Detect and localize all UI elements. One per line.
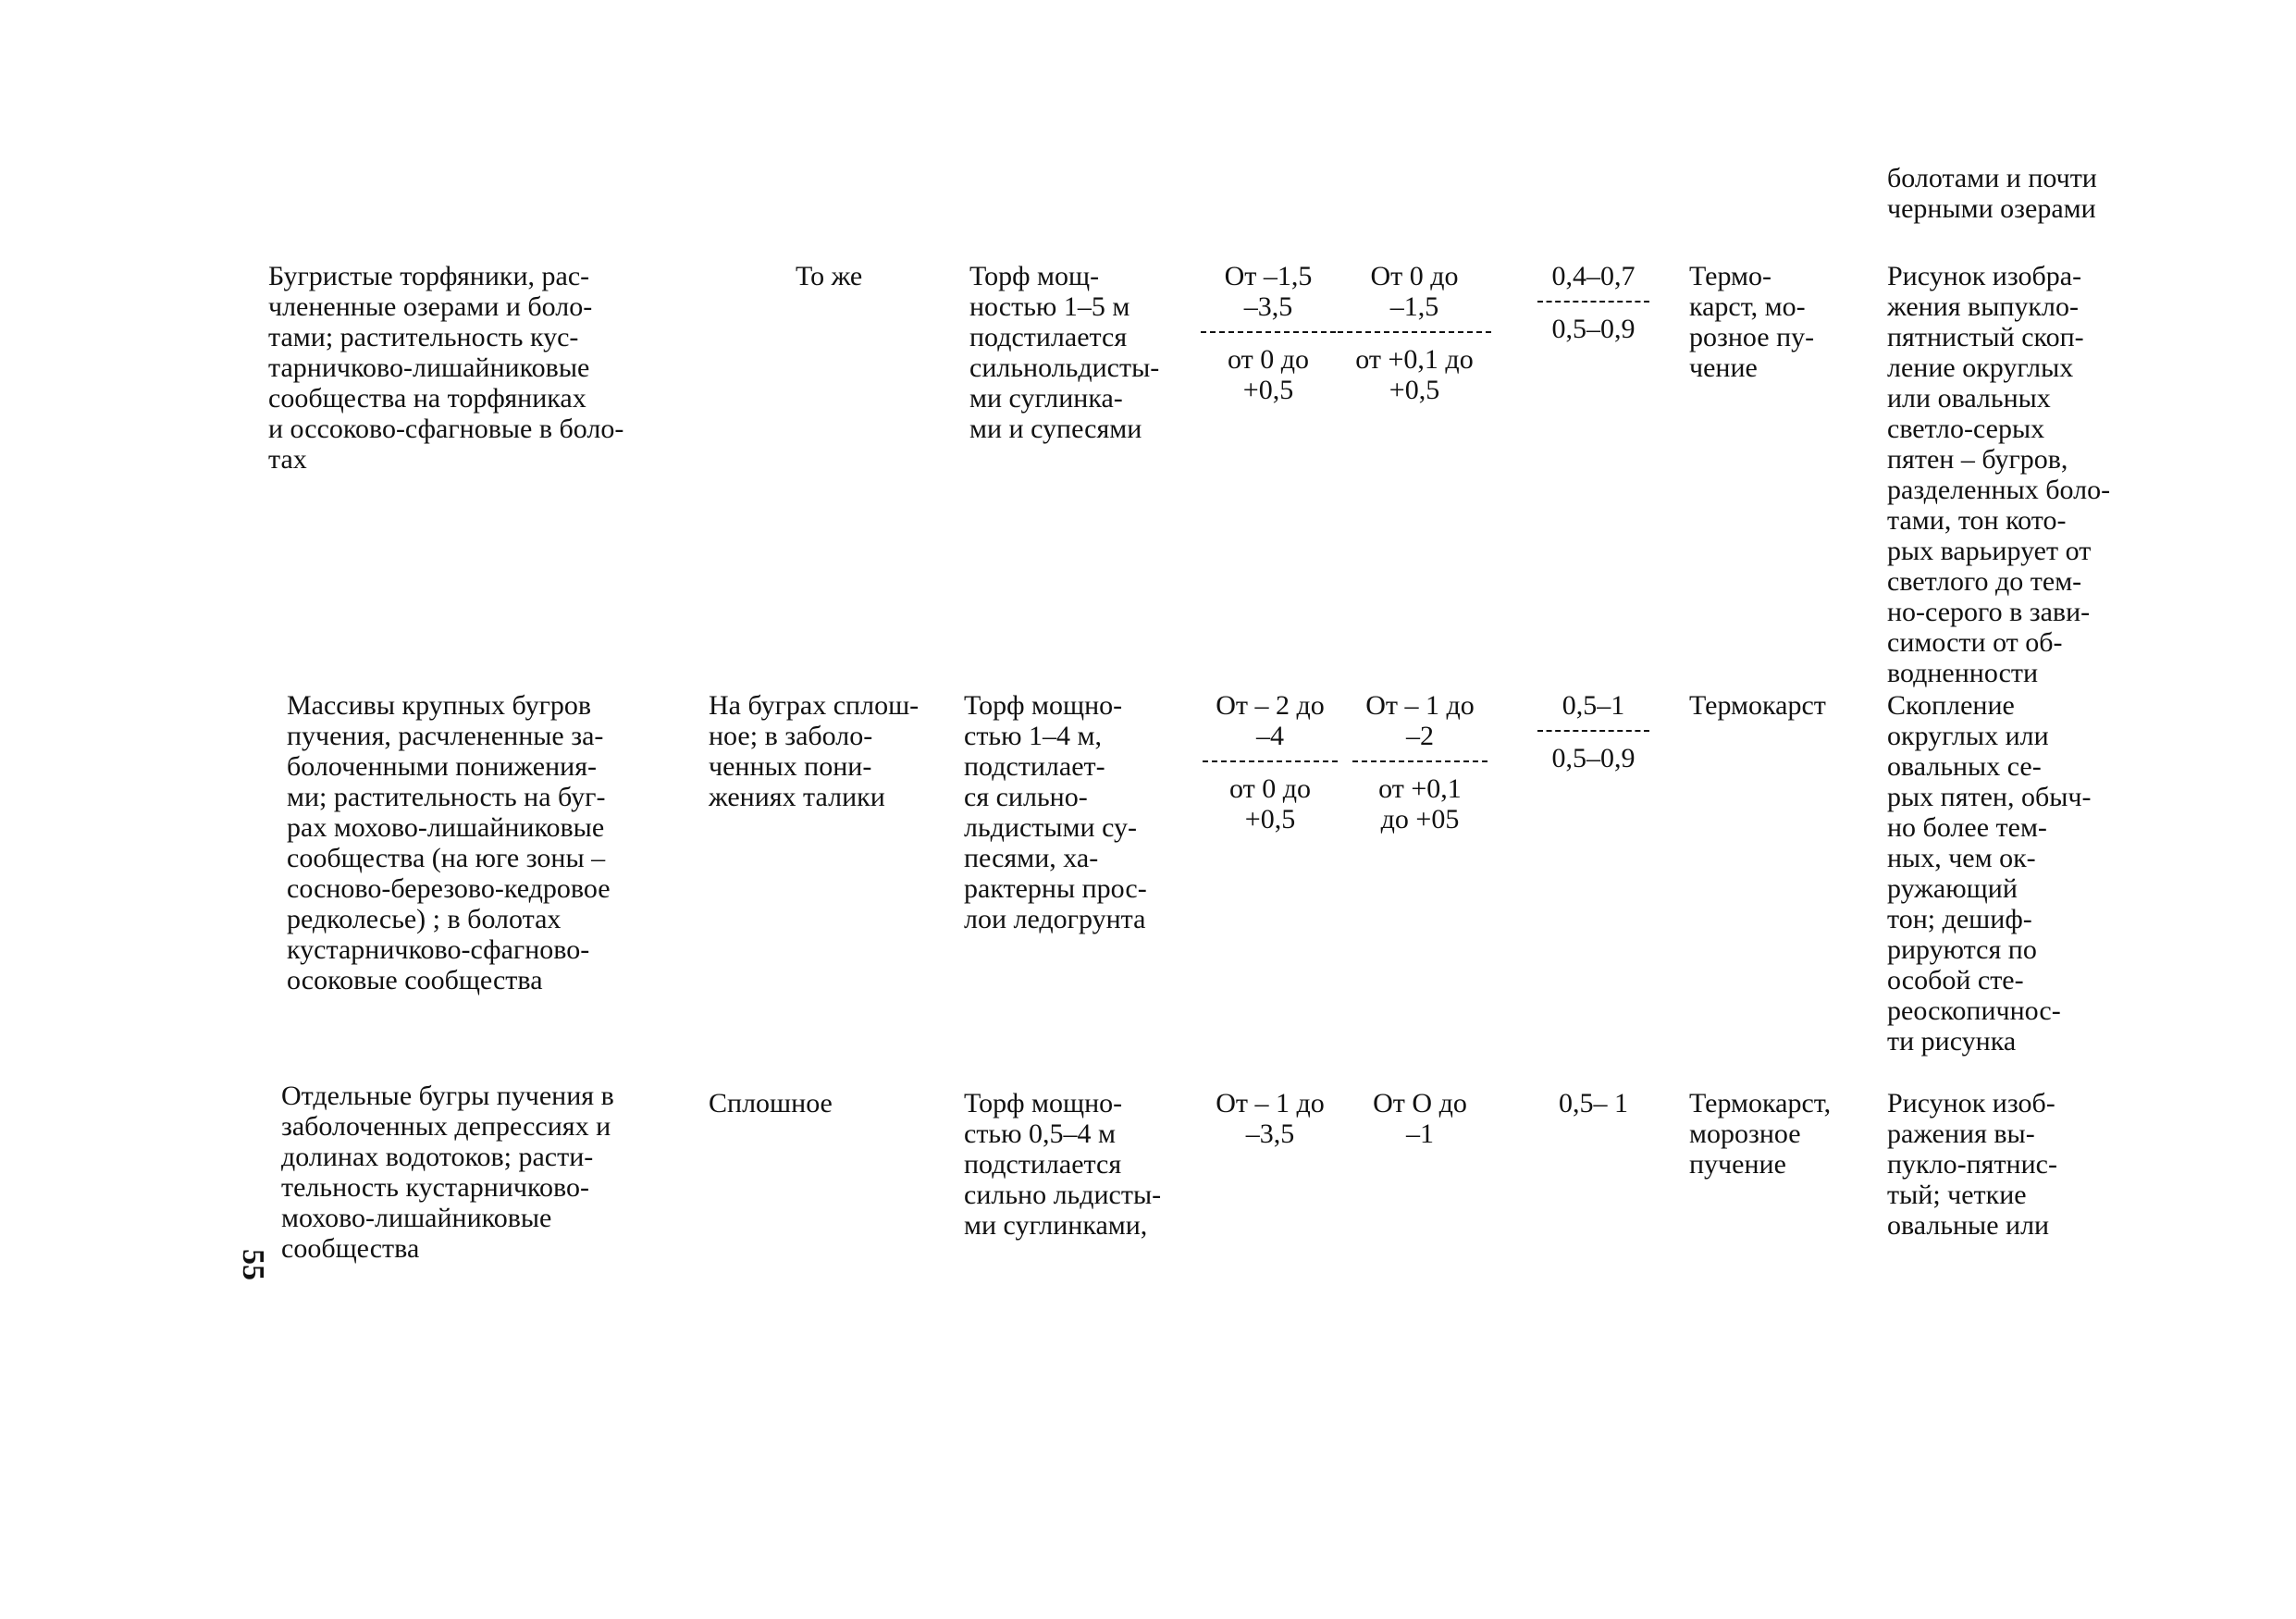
row3-temp-range: От О до –1 xyxy=(1373,1088,1467,1149)
fraction-bar xyxy=(1537,301,1649,303)
row2-temp-range-fraction xyxy=(1351,690,1489,834)
row2-depth-bottom: 0,5–0,9 xyxy=(1551,743,1636,773)
row2-pattern: Скопление округлых или овальных се- рых пятен, обыч- но более тем- ных, чем ок- ружающий тон; дешиф- рируются по особой сте- реоскопичнос- ти рисунка xyxy=(1887,690,2092,1057)
row3-pattern: Рисунок изоб- ражения вы- пукло-пятнис- тый; четкие овальные или xyxy=(1887,1088,2057,1241)
row1-temp-mean-top: От –1,5 –3,5 xyxy=(1224,261,1313,322)
fraction-bar xyxy=(1537,730,1649,732)
row1-process: Термо- карст, мо- розное пу- чение xyxy=(1689,261,1815,383)
fraction-bar xyxy=(1352,760,1487,762)
row2-process: Термокарст xyxy=(1689,690,1826,721)
row2-temp-mean-fraction xyxy=(1201,690,1339,834)
row1-depth-fraction xyxy=(1536,261,1651,344)
row1-depth-top: 0,4–0,7 xyxy=(1551,261,1636,291)
page-number: 55 xyxy=(236,1249,270,1280)
fraction-bar xyxy=(1201,331,1336,333)
row1-pattern: Рисунок изобра- жения выпукло- пятнистый скоп- ление округлых или овальных светло-серых пятен – бугров, разделенных боло- тами, тон кото- рых варьирует от светлого до тем- но-серого в зави- симости от об- водненности xyxy=(1887,261,2111,688)
row1-permafrost: То же xyxy=(796,261,863,291)
row2-depth-fraction xyxy=(1536,690,1651,773)
fraction-bar xyxy=(1203,760,1338,762)
row3-soil: Торф мощно- стью 0,5–4 м подстилается сильно льдисты- ми суглинками, xyxy=(964,1088,1162,1241)
row3-temp-mean: От – 1 до –3,5 xyxy=(1216,1088,1325,1149)
row1-soil: Торф мощ- ностью 1–5 м подстилается сильнольдисты- ми суглинка- ми и супесями xyxy=(969,261,1160,444)
row2-temp-mean-bottom: от 0 до +0,5 xyxy=(1229,773,1311,834)
row1-depth-bottom: 0,5–0,9 xyxy=(1551,314,1636,344)
fraction-bar xyxy=(1338,331,1491,333)
row1-temp-range-fraction xyxy=(1336,261,1493,405)
row3-permafrost: Сплошное xyxy=(709,1088,833,1118)
row2-temp-mean-top: От – 2 до –4 xyxy=(1216,690,1325,751)
row1-temp-range-bottom: от +0,1 до +0,5 xyxy=(1355,344,1474,405)
row3-depth: 0,5– 1 xyxy=(1559,1088,1628,1118)
row1-landscape: Бугристые торфяники, рас- члененные озерами и боло- тами; растительность кус- тарничково-лишайниковые сообщества на торфяниках и оссоково-сфагновые в боло- тах xyxy=(268,261,624,475)
row1-temp-mean-bottom: от 0 до +0,5 xyxy=(1228,344,1309,405)
row1-temp-mean-fraction xyxy=(1199,261,1338,405)
row2-permafrost: На буграх сплош- ное; в заболо- ченных пони- жениях талики xyxy=(709,690,920,812)
row2-depth-top: 0,5–1 xyxy=(1562,690,1625,721)
row2-landscape: Массивы крупных бугров пучения, расчлененные за- болоченными понижения- ми; растительность на буг- рах мохово-лишайниковые сообщества (на юге зоны – сосново-березово-кедровое редколесье) ; в болотах кустарничково-сфагново- осоковые сообщества xyxy=(287,690,611,995)
row3-process: Термокарст, морозное пучение xyxy=(1689,1088,1832,1180)
prev-row-pattern-continuation: болотами и почти черными озерами xyxy=(1887,163,2097,224)
row2-temp-range-bottom: от +0,1 до +05 xyxy=(1378,773,1462,834)
row1-temp-range-top: От 0 до –1,5 xyxy=(1370,261,1459,322)
row3-landscape: Отдельные бугры пучения в заболоченных депрессиях и долинах водотоков; расти- тельность кустарничково- мохово-лишайниковые сообщества xyxy=(281,1081,614,1264)
row2-soil: Торф мощно- стью 1–4 м, подстилает- ся сильно- льдистыми су- песями, ха- рактерны прос- лои ледогрунта xyxy=(964,690,1147,934)
row2-temp-range-top: От – 1 до –2 xyxy=(1365,690,1475,751)
